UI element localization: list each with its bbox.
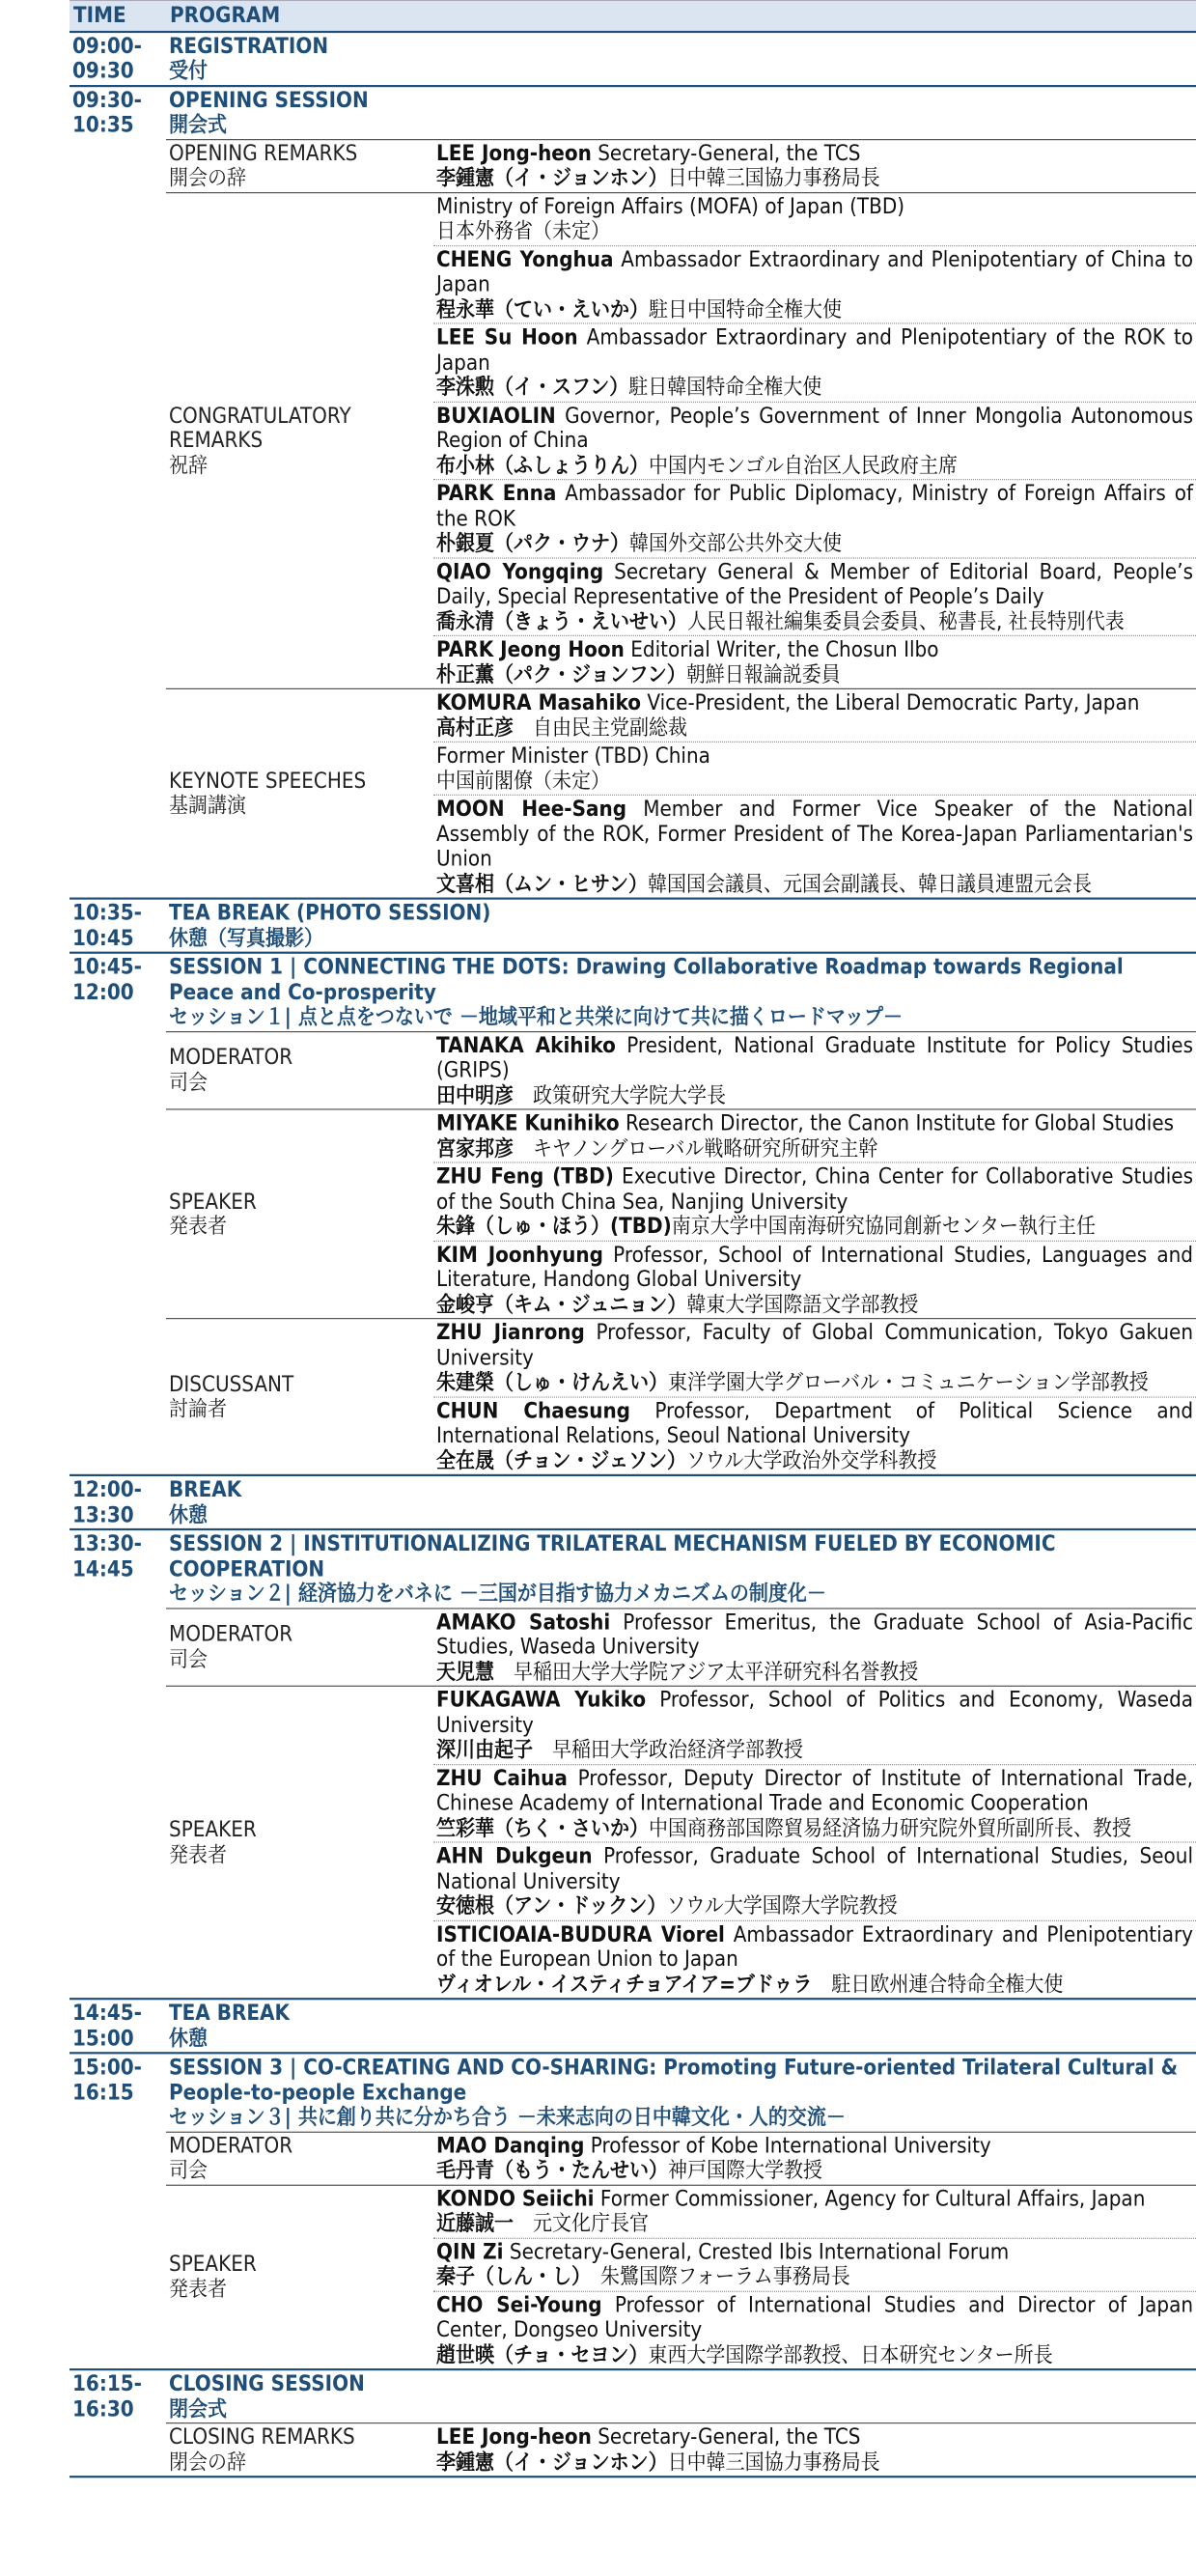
role-cell: KEYNOTE SPEECHES 基調講演 xyxy=(166,688,433,898)
speaker-entry: ISTICIOAIA-BUDURA Viorel Ambassador Extraordinary and Plenipotentiary of the European Union to Japan ヴィオレル・イスティチョアイア=ブドゥラ 駐日欧州連合特命全権大使 xyxy=(433,1920,1196,1999)
session-3 xyxy=(70,2053,1196,2131)
speaker-entry: AMAKO Satoshi Professor Emeritus, the Graduate School of Asia-Pacific Studies, Waseda University 天児慧 早稲田大学大学院アジア太平洋研究科名誉教授 xyxy=(433,1608,1196,1686)
discussant-row xyxy=(70,1319,1196,1397)
time-cell: 13:30- 14:45 xyxy=(70,1529,166,1608)
time-cell: 12:00- 13:30 xyxy=(70,1475,166,1529)
speaker-entry: BUXIAOLIN Governor, People’s Government of Inner Mongolia Autonomous Region of China 布小林（ふしょうりん）中国内モンゴル自治区人民政府主席 xyxy=(433,402,1196,480)
speaker-entry: QIN Zi Secretary-General, Crested Ibis International Forum 秦子（しん・し） 朱鷺国際フォーラム事務局長 xyxy=(433,2238,1196,2291)
time-cell: 09:00- 09:30 xyxy=(70,31,166,85)
moderator-row xyxy=(70,1031,1196,1109)
session-title: SESSION 2 | INSTITUTIONALIZING TRILATERAL MECHANISM FUELED BY ECONOMIC COOPERATION セッション２| 経済協力をバネに －三国が目指す協力メカニズムの制度化－ xyxy=(166,1529,1196,1608)
speaker-entry: ZHU Jianrong Professor, Faculty of Global Communication, Tokyo Gakuen University 朱建榮（しゅ・けんえい）東洋学園大学グローバル・コミュニケーション学部教授 xyxy=(433,1319,1196,1397)
header-program: PROGRAM xyxy=(166,1,1196,32)
role-cell: OPENING REMARKS 開会の辞 xyxy=(166,139,433,192)
speaker-entry: PARK Enna Ambassador for Public Diplomacy, Ministry of Foreign Affairs of the ROK 朴銀夏（パク・ウナ）韓国外交部公共外交大使 xyxy=(433,480,1196,558)
speaker-row xyxy=(70,2185,1196,2238)
session-2 xyxy=(70,1529,1196,1608)
role-cell: SPEAKER 発表者 xyxy=(166,1686,433,1999)
congrat-row xyxy=(70,192,1196,245)
speaker-entry: FUKAGAWA Yukiko Professor, School of Politics and Economy, Waseda University 深川由起子 早稲田大学政治経済学部教授 xyxy=(433,1686,1196,1764)
speaker-entry: MIYAKE Kunihiko Research Director, the Canon Institute for Global Studies 宮家邦彦 キヤノングローバル戦略研究所研究主幹 xyxy=(433,1109,1196,1162)
keynote-row xyxy=(70,688,1196,742)
role-cell: MODERATOR 司会 xyxy=(166,2132,433,2185)
moderator-row xyxy=(70,1608,1196,1686)
blank-cell xyxy=(70,139,166,192)
speaker-entry: LEE Jong-heon Secretary-General, the TCS 李鍾憲（イ・ジョンホン）日中韓三国協力事務局長 xyxy=(433,2423,1196,2478)
session-title: BREAK 休憩 xyxy=(166,1475,1196,1529)
speaker-entry: AHN Dukgeun Professor, Graduate School of International Studies, Seoul National University 安徳根（アン・ドックン）ソウル大学国際大学院教授 xyxy=(433,1842,1196,1920)
time-cell: 15:00- 16:15 xyxy=(70,2053,166,2131)
blank-cell xyxy=(70,192,166,245)
program-table xyxy=(70,0,1196,2478)
opening-remarks-row xyxy=(70,139,1196,192)
time-cell: 09:30- 10:35 xyxy=(70,86,166,140)
session-title: TEA BREAK 休憩 xyxy=(166,1999,1196,2053)
session-title: REGISTRATION 受付 xyxy=(166,31,1196,85)
header-row xyxy=(70,1,1196,32)
session-tea-break xyxy=(70,1999,1196,2053)
session-closing xyxy=(70,2369,1196,2423)
speaker-entry: CHUN Chaesung Professor, Department of Political Science and International Relations, Seoul National University 全在晟（チョン・ジェソン）ソウル大学政治外交学科教授 xyxy=(433,1397,1196,1475)
session-title: CLOSING SESSION 閉会式 xyxy=(166,2369,1196,2423)
speaker-entry: PARK Jeong Hoon Editorial Writer, the Chosun Ilbo 朴正薫（パク・ジョンフン）朝鮮日報論説委員 xyxy=(433,635,1196,688)
speaker-entry: LEE Su Hoon Ambassador Extraordinary and Plenipotentiary of the ROK to Japan 李洙勲（イ・スフン）駐日韓国特命全権大使 xyxy=(433,323,1196,402)
speaker-entry: CHO Sei-Young Professor of International Studies and Director of Japan Center, Dongseo University 趙世暎（チョ・セヨン）東西大学国際学部教授、日本研究センター所長 xyxy=(433,2291,1196,2369)
speaker-entry: QIAO Yongqing Secretary General & Member of Editorial Board, People’s Daily, Special Representative of the President of People’s Daily 喬永清（きょう・えいせい）人民日報社編集委員会委員、秘書長, 社長特別代表 xyxy=(433,558,1196,636)
role-cell: DISCUSSANT 討論者 xyxy=(166,1319,433,1475)
header-time: TIME xyxy=(70,1,166,32)
role-cell: CLOSING REMARKS 閉会の辞 xyxy=(166,2423,433,2478)
speaker-entry: KIM Joonhyung Professor, School of International Studies, Languages and Literature, Handong Global University 金峻亨（キム・ジュニョン）韓東大学国際語文学部教授 xyxy=(433,1241,1196,1319)
session-1 xyxy=(70,953,1196,1031)
time-cell: 10:45- 12:00 xyxy=(70,953,166,1031)
speaker-entry: Ministry of Foreign Affairs (MOFA) of Japan (TBD) 日本外務省（未定） xyxy=(433,192,1196,245)
speaker-entry: ZHU Caihua Professor, Deputy Director of Institute of International Trade, Chinese Academy of International Trade and Economic Cooperation 竺彩華（ちく・さいか）中国商務部国際貿易経済協力研究院外貿所副所長、教授 xyxy=(433,1764,1196,1842)
role-cell: MODERATOR 司会 xyxy=(166,1608,433,1686)
speaker-entry: MOON Hee-Sang Member and Former Vice Speaker of the National Assembly of the ROK, Former President of The Korea-Japan Parliamentarian's Union 文喜相（ムン・ヒサン）韓国国会議員、元国会副議長、韓日議員連盟元会長 xyxy=(433,795,1196,898)
session-title: SESSION 3 | CO-CREATING AND CO-SHARING: Promoting Future-oriented Trilateral Cultural & People-to-people Exchange セッション３| 共に創り共に分かち合う －未来志向の日中韓文化・人的交流－ xyxy=(166,2053,1196,2131)
closing-remarks-row xyxy=(70,2423,1196,2478)
time-cell: 14:45- 15:00 xyxy=(70,1999,166,2053)
time-cell: 16:15- 16:30 xyxy=(70,2369,166,2423)
session-title: OPENING SESSION 開会式 xyxy=(166,86,1196,140)
speaker-row xyxy=(70,1109,1196,1162)
role-cell: CONGRATULATORY REMARKS 祝辞 xyxy=(166,192,433,688)
speaker-entry: MAO Danqing Professor of Kobe International University 毛丹青（もう・たんせい）神戸国際大学教授 xyxy=(433,2132,1196,2185)
program-document xyxy=(70,0,1196,2478)
role-cell: SPEAKER 発表者 xyxy=(166,1109,433,1319)
time-cell: 10:35- 10:45 xyxy=(70,899,166,953)
speaker-entry: KONDO Seiichi Former Commissioner, Agency for Cultural Affairs, Japan 近藤誠一 元文化庁長官 xyxy=(433,2185,1196,2238)
speaker-entry: ZHU Feng (TBD) Executive Director, China Center for Collaborative Studies of the South China Sea, Nanjing University 朱鋒（しゅ・ほう）(TBD)南京大学中国南海研究協同創新センター執行主任 xyxy=(433,1162,1196,1241)
speaker-entry: TANAKA Akihiko President, National Graduate Institute for Policy Studies (GRIPS) 田中明彦 政策研究大学院大学長 xyxy=(433,1031,1196,1109)
speaker-entry: CHENG Yonghua Ambassador Extraordinary and Plenipotentiary of China to Japan 程永華（てい・えいか）駐日中国特命全権大使 xyxy=(433,245,1196,323)
session-title: SESSION 1 | CONNECTING THE DOTS: Drawing Collaborative Roadmap towards Regional Peace and Co-prosperity セッション１| 点と点をつないで －地域平和と共栄に向けて共に描くロードマップ－ xyxy=(166,953,1196,1031)
moderator-row xyxy=(70,2132,1196,2185)
speaker-entry: KOMURA Masahiko Vice-President, the Liberal Democratic Party, Japan 高村正彦 自由民主党副総裁 xyxy=(433,688,1196,742)
session-registration xyxy=(70,31,1196,85)
session-tea-break-photo xyxy=(70,899,1196,953)
speaker-entry: Former Minister (TBD) China 中国前閣僚（未定） xyxy=(433,742,1196,795)
role-cell: SPEAKER 発表者 xyxy=(166,2185,433,2369)
session-title: TEA BREAK (PHOTO SESSION) 休憩（写真撮影） xyxy=(166,899,1196,953)
role-cell: MODERATOR 司会 xyxy=(166,1031,433,1109)
speaker-entry: LEE Jong-heon Secretary-General, the TCS 李鍾憲（イ・ジョンホン）日中韓三国協力事務局長 xyxy=(433,139,1196,192)
session-opening xyxy=(70,86,1196,140)
session-break xyxy=(70,1475,1196,1529)
speaker-row xyxy=(70,1686,1196,1764)
